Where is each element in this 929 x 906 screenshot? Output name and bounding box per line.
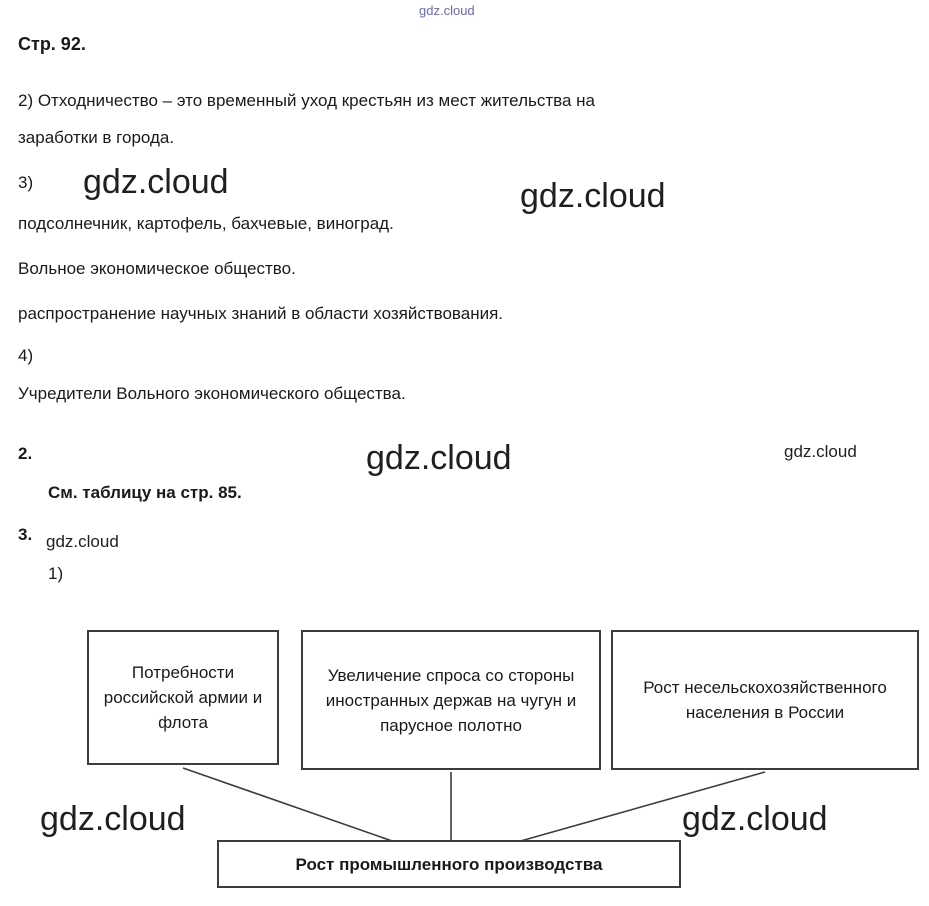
answer-2-line-2: заработки в города. <box>18 128 175 147</box>
task-2-number: 2. <box>18 444 33 463</box>
watermark-large-4: gdz.cloud <box>40 800 186 838</box>
diagram-box-3-label: Рост несельскохозяйственного населения в России <box>643 678 887 722</box>
diagram-box-3 <box>611 630 919 770</box>
watermark-large-5: gdz.cloud <box>682 800 828 838</box>
answer-3-society: Вольное экономическое общество. <box>18 259 296 278</box>
diagram-box-2-label: Увеличение спроса со стороны иностранных держав на чугун и парусное полотно <box>325 665 577 735</box>
watermark-large-1: gdz.cloud <box>83 163 229 201</box>
watermark-small-2: gdz.cloud <box>46 532 119 551</box>
watermark-large-3: gdz.cloud <box>366 439 512 477</box>
task-3-sub-number: 1) <box>48 564 64 583</box>
diagram-result-label: Рост промышленного производства <box>295 854 603 874</box>
watermark-top: gdz.cloud <box>419 3 475 18</box>
diagram-box-1-label: Потребности российской армии и флота <box>103 663 263 732</box>
page-title: Стр. 92. <box>18 34 86 54</box>
answer-3-crops: подсолнечник, картофель, бахчевые, виноград. <box>18 214 394 233</box>
diagram-box-1 <box>87 630 279 765</box>
answer-4-number: 4) <box>18 346 34 365</box>
diagram-result-box <box>217 840 681 888</box>
task-3-number: 3. <box>18 525 33 544</box>
watermark-large-2: gdz.cloud <box>520 177 666 215</box>
answer-2-line-1: 2) Отходничество – это временный уход крестьян из мест жительства на <box>18 91 595 110</box>
watermark-small-1: gdz.cloud <box>784 442 857 461</box>
answer-3-number: 3) <box>18 173 34 192</box>
answer-3-spreading: распространение научных знаний в области хозяйствования. <box>18 304 504 323</box>
answer-4-founders: Учредители Вольного экономического общества. <box>18 384 406 403</box>
task-2-see-table: См. таблицу на стр. 85. <box>48 483 242 502</box>
diagram-box-2 <box>301 630 601 770</box>
